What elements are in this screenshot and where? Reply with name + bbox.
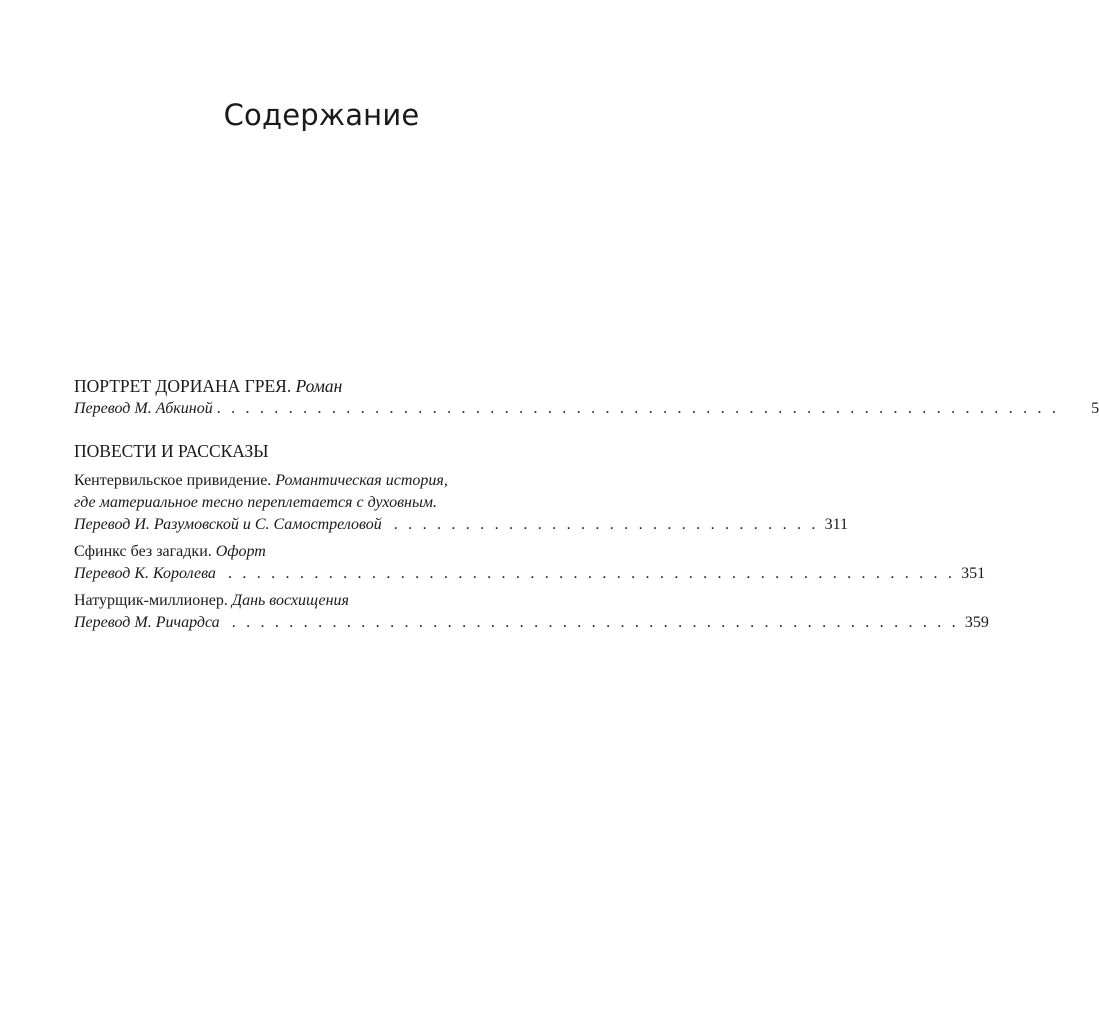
toc-entry-translator-line [74, 514, 848, 536]
toc-entry-title: Натурщик-миллионер. Дань восхищения [74, 592, 349, 609]
page-number: 351 [961, 565, 986, 582]
leader-dots: . . . . . . . . . . . . . . . . . . . . . . . . . . . . . . [393, 516, 819, 533]
toc-entry-dorian-gray[interactable] [74, 374, 1099, 420]
translator: Перевод К. Королева [74, 565, 216, 582]
page-title: Содержание [223, 98, 420, 132]
translator: Перевод М. Абкиной [74, 400, 213, 417]
leader-dots: . . . . . . . . . . . . . . . . . . . . . . . . . . . . . . . . . . . . . . . . . . . . . . . . . . . [227, 565, 956, 582]
toc-entry-translator-line [74, 612, 989, 634]
toc-entry-model-millionaire[interactable] [74, 590, 989, 634]
toc-entry-translator-line [74, 563, 986, 585]
toc-entry-canterville-ghost[interactable] [74, 470, 848, 536]
page-number: 311 [824, 516, 848, 533]
section-heading: ПОВЕСТИ И РАССКАЗЫ [74, 441, 269, 461]
leader-dots: . . . . . . . . . . . . . . . . . . . . . . . . . . . . . . . . . . . . . . . . . . . . . . . . . . . [231, 614, 959, 631]
toc-entry-title: ПОРТРЕТ ДОРИАНА ГРЕЯ. Роман [74, 376, 343, 396]
toc-entry-sphinx[interactable] [74, 541, 986, 585]
page-number: 5 [1091, 400, 1099, 417]
toc-entry-subtitle-cont: где материальное тесно переплетается с духовным. [74, 494, 437, 511]
leader-dots: . . . . . . . . . . . . . . . . . . . . . . . . . . . . . . . . . . . . . . . . . . . . . . . . . . . . . . . . . . . [216, 400, 1060, 417]
toc-entry-title: Кентервильское привидение. Романтическая история, [74, 472, 448, 489]
translator: Перевод М. Ричардса [74, 614, 220, 631]
toc-entry-translator-line [74, 398, 1099, 420]
translator: Перевод И. Разумовской и С. Самостреловой [74, 516, 382, 533]
page-number: 359 [964, 614, 989, 631]
toc-entry-title: Сфинкс без загадки. Офорт [74, 543, 266, 560]
